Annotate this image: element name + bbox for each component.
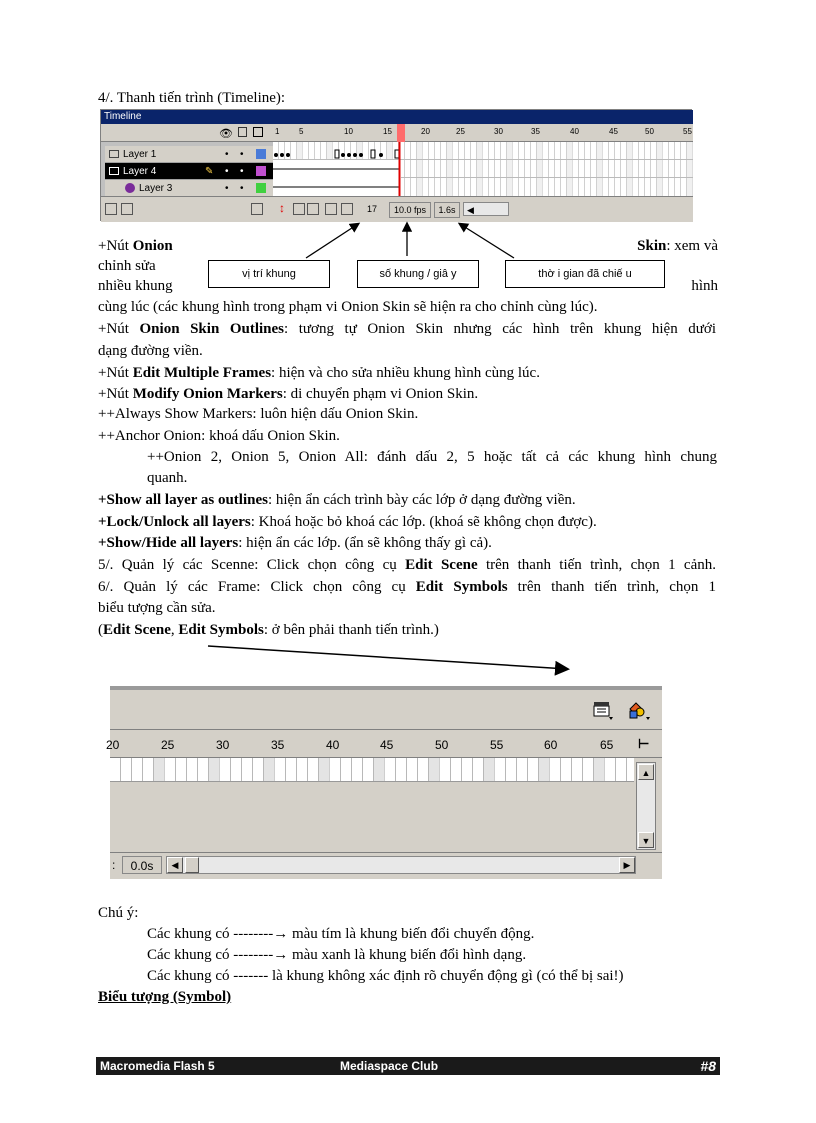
text-bold: Skin — [637, 238, 667, 254]
page-number: #8 — [700, 1058, 716, 1074]
ruler-tick-label: 20 — [106, 738, 120, 752]
outline-icon[interactable] — [253, 127, 263, 137]
text-run: +Nút — [98, 365, 133, 381]
playhead-handle[interactable] — [397, 124, 405, 142]
text-line — [98, 363, 540, 383]
text-run: : tương tự Onion Skin nhưng các hình trên khung hiện dưới — [284, 321, 716, 337]
note-line: Các khung có --------→ màu xanh là khung biến đổi hình dạng. — [147, 947, 527, 963]
text-line — [98, 490, 576, 510]
ruler-tick-label: 45 — [609, 127, 618, 136]
layer-icon — [109, 167, 119, 175]
layer-row[interactable] — [105, 146, 273, 163]
lock-dot: • — [240, 166, 244, 177]
ruler-tick-label: 5 — [299, 127, 304, 136]
text-run: +Nút — [98, 386, 133, 402]
ruler-tick-label: 30 — [216, 738, 230, 752]
text-bold: Edit Symbols — [415, 579, 508, 595]
elapsed-time: 0.0s — [122, 856, 162, 874]
text-run: , — [170, 622, 179, 638]
text-line — [98, 236, 173, 256]
lock-dot: • — [240, 183, 244, 194]
text-run: : hiện và cho sửa nhiều khung hình cùng lúc. — [271, 365, 540, 381]
text-run: trên thanh tiến trình, chọn 1 — [507, 579, 716, 595]
text-run: : hiện ẩn các lớp. (ẩn sẽ không thấy gì cả). — [238, 535, 492, 551]
horizontal-scrollbar[interactable] — [166, 856, 636, 874]
timeline-header — [101, 124, 693, 142]
text-line: nhiều khung — [98, 278, 173, 294]
text-line: chỉnh sửa — [98, 258, 156, 274]
text-run: : di chuyển phạm vi Onion Skin. — [282, 386, 479, 402]
scroll-down-icon[interactable]: ▼ — [638, 832, 654, 848]
text-line: quanh. — [147, 470, 188, 486]
frame-view-menu-icon[interactable]: ⊢ — [638, 736, 650, 751]
layer-name: Layer 4 — [123, 166, 157, 177]
visibility-dot: • — [225, 183, 229, 194]
text-bold: Modify Onion Markers — [132, 386, 283, 402]
text-bold: Edit Scene — [405, 557, 478, 573]
onion-markers-icon[interactable] — [341, 203, 353, 215]
vertical-scrollbar[interactable] — [636, 762, 656, 850]
outline-color-swatch[interactable] — [256, 166, 266, 176]
ruler-tick-label: 50 — [645, 127, 654, 136]
text-bold: +Show/Hide all layers — [98, 535, 239, 551]
text-run: trên thanh tiến trình, chọn 1 cảnh. — [477, 557, 716, 573]
ruler-tick-label: 65 — [600, 738, 614, 752]
text-bold: Onion Skin Outlines — [139, 321, 285, 337]
timeline-status-bar — [110, 852, 662, 879]
text-run: : Khoá hoặc bỏ khoá các lớp. (khoá sẽ không chọn được). — [250, 514, 597, 530]
scroll-right-icon[interactable]: ▶ — [619, 857, 635, 873]
section-heading: 4/. Thanh tiến trình (Timeline): — [98, 90, 286, 106]
text-bold: Onion — [132, 238, 173, 254]
outline-color-swatch[interactable] — [256, 149, 266, 159]
text-line: ++Always Show Markers: luôn hiện dấu Onion Skin. — [98, 406, 419, 422]
page-footer — [96, 1057, 720, 1075]
frame-ruler[interactable] — [273, 124, 693, 142]
pointer-arrow — [205, 640, 577, 676]
visibility-dot: • — [225, 149, 229, 160]
timeline-panel — [100, 109, 692, 221]
text-run: : hiện ẩn cách trình bày các lớp ở dạng đường viền. — [267, 492, 576, 508]
frame-cells[interactable] — [110, 758, 634, 782]
footer-center: Mediaspace Club — [340, 1059, 439, 1073]
text-bold: Edit Symbols — [178, 622, 264, 638]
elapsed-time: 1.6s — [434, 202, 460, 218]
text-bold: +Show all layer as outlines — [98, 492, 268, 508]
frame-row[interactable] — [110, 758, 634, 782]
layer-row[interactable] — [105, 180, 273, 197]
guide-layer-icon — [125, 183, 135, 193]
horizontal-scrollbar[interactable]: ◀ — [463, 202, 509, 216]
frame-ruler[interactable] — [106, 730, 662, 758]
text-line — [610, 236, 718, 256]
callout-elapsed-time: thờ i gian đã chiế u — [505, 260, 665, 288]
ruler-tick-label: 25 — [456, 127, 465, 136]
text-bold: +Lock/Unlock all layers — [98, 514, 251, 530]
lock-icon[interactable] — [238, 127, 247, 137]
scroll-left-icon[interactable]: ◀ — [167, 857, 183, 873]
note-heading: Chú ý: — [98, 905, 139, 921]
text-line: biểu tượng cần sửa. — [98, 600, 216, 616]
text-run: : xem và — [666, 238, 718, 254]
note-line: Các khung có --------→ màu tím là khung biến đổi chuyển động. — [147, 926, 535, 942]
callout-frame-position: vị trí khung — [208, 260, 330, 288]
trash-icon[interactable] — [251, 203, 263, 215]
text-run: : ở bên phải thanh tiến trình.) — [263, 622, 439, 638]
note-line: Các khung có ------- là khung không xác định rõ chuyển động gì (có thể bị sai!) — [147, 968, 624, 984]
ruler-tick-label: 15 — [383, 127, 392, 136]
text-bold: Edit Scene — [103, 622, 171, 638]
ruler-tick-label: 40 — [570, 127, 579, 136]
add-layer-icon[interactable] — [105, 203, 117, 215]
pencil-icon: ✎ — [205, 166, 214, 177]
text-run: ( — [98, 622, 103, 638]
outline-color-swatch[interactable] — [256, 183, 266, 193]
ruler-tick-label: 50 — [435, 738, 449, 752]
ruler-tick-label: 10 — [344, 127, 353, 136]
timeline-toolbar — [110, 690, 662, 730]
ruler-tick-label: 60 — [544, 738, 558, 752]
ruler-tick-label: 55 — [683, 127, 692, 136]
text-bold: Edit Multiple Frames — [132, 365, 272, 381]
ruler-tick-label: 35 — [531, 127, 540, 136]
text-line: dạng đường viền. — [98, 343, 203, 359]
text-line: hình — [691, 278, 718, 294]
center-frame-icon[interactable]: ↕ — [279, 201, 285, 215]
timeline-title-bar: Timeline — [101, 110, 693, 124]
ruler-tick-label: 45 — [380, 738, 394, 752]
text-line — [98, 555, 716, 575]
edit-multiple-frames-icon[interactable] — [325, 203, 337, 215]
layer-icon — [109, 150, 119, 158]
text-run: 6/. Quản lý các Frame: Click chọn công cụ — [98, 579, 416, 595]
add-guide-icon[interactable] — [121, 203, 133, 215]
text-line: ++Anchor Onion: khoá dấu Onion Skin. — [98, 428, 340, 444]
text-line — [98, 319, 716, 339]
frame-number: 17 — [367, 204, 378, 214]
text-line: cùng lúc (các khung hình trong phạm vi Onion Skin sẽ hiện ra cho chỉnh cùng lúc). — [98, 299, 598, 315]
scroll-thumb[interactable] — [185, 857, 199, 873]
ruler-tick-label: 55 — [490, 738, 504, 752]
layer-name: Layer 3 — [139, 183, 173, 194]
edit-symbols-icon[interactable] — [626, 699, 652, 721]
onion-skin-icon[interactable] — [293, 203, 305, 215]
visibility-dot: • — [225, 166, 229, 177]
ruler-tick-label: 30 — [494, 127, 503, 136]
ruler-tick-label: 35 — [271, 738, 285, 752]
timeline-zoom-panel — [106, 686, 662, 879]
lock-dot: • — [240, 149, 244, 160]
text-line — [98, 533, 492, 553]
onion-outline-icon[interactable] — [307, 203, 319, 215]
text-line — [98, 577, 716, 597]
frame-cells[interactable] — [273, 142, 693, 196]
callout-frame-rate: số khung / giâ y — [357, 260, 479, 288]
text-run: 5/. Quản lý các Scenne: Click chọn công cụ — [98, 557, 406, 573]
footer-left: Macromedia Flash 5 — [100, 1059, 215, 1073]
ruler-tick-label: 25 — [161, 738, 175, 752]
edit-scene-icon[interactable] — [592, 699, 614, 721]
fps-readout: 10.0 fps — [389, 202, 431, 218]
eye-icon[interactable]: 👁 — [219, 128, 233, 140]
text-line — [98, 512, 597, 532]
divider: : — [112, 858, 116, 872]
text-run: +Nút — [98, 238, 133, 254]
ruler-tick-label: 40 — [326, 738, 340, 752]
text-line: ++Onion 2, Onion 5, Onion All: đánh dấu 2, 5 hoặc tất cả các khung hình chung — [147, 449, 717, 465]
empty-timeline-area — [110, 782, 634, 846]
layer-name: Layer 1 — [123, 149, 157, 160]
ruler-tick-label: 1 — [275, 127, 280, 136]
frame-grid[interactable] — [273, 142, 693, 196]
text-run: +Nút — [98, 321, 140, 337]
text-line — [98, 620, 439, 640]
scroll-up-icon[interactable]: ▲ — [638, 764, 654, 780]
section-title: Biểu tượng (Symbol) — [98, 989, 232, 1005]
text-line — [98, 384, 478, 404]
ruler-tick-label: 20 — [421, 127, 430, 136]
layer-row[interactable] — [105, 163, 273, 180]
